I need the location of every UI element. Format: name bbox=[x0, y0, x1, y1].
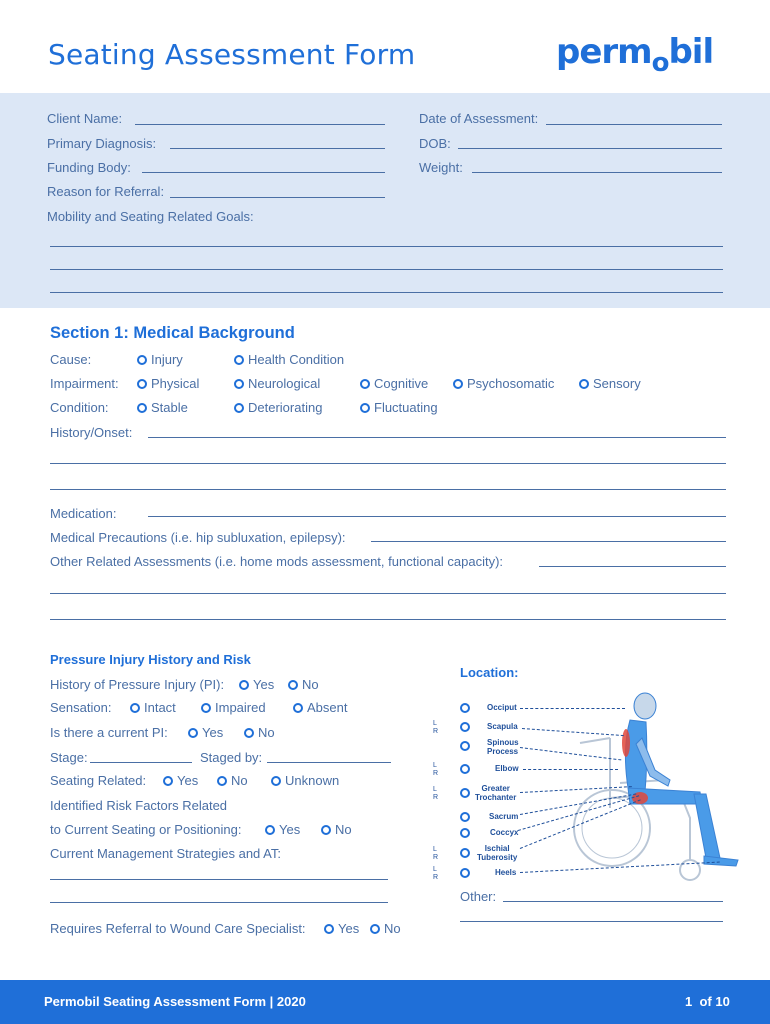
weight-field[interactable] bbox=[472, 172, 722, 173]
reason-for-referral-field[interactable] bbox=[170, 197, 385, 198]
condition-label: Condition: bbox=[50, 400, 109, 415]
option-label: Yes bbox=[338, 921, 360, 936]
cause-injury-radio[interactable] bbox=[137, 352, 183, 367]
risk-factors-label-1: Identified Risk Factors Related bbox=[50, 798, 228, 813]
radio-icon bbox=[360, 379, 370, 389]
impairment-psychosomatic-radio[interactable] bbox=[453, 376, 554, 391]
occiput-label: Occiput bbox=[487, 703, 517, 712]
radio-icon bbox=[271, 776, 281, 786]
date-of-assessment-label: Date of Assessment: bbox=[419, 111, 539, 126]
radio-icon bbox=[324, 924, 334, 934]
radio-icon bbox=[370, 924, 380, 934]
left-label: L bbox=[433, 846, 437, 853]
option-label: Physical bbox=[151, 376, 200, 391]
risk-factors-label-2: to Current Seating or Positioning: bbox=[50, 822, 242, 837]
form-title: Seating Assessment Form bbox=[48, 38, 416, 71]
primary-diagnosis-label: Primary Diagnosis: bbox=[47, 136, 157, 151]
stage-field[interactable] bbox=[90, 762, 192, 763]
option-label: Yes bbox=[202, 725, 224, 740]
medical-precautions-label: Medical Precautions (i.e. hip subluxation, epilepsy): bbox=[50, 530, 346, 545]
sensation-absent-radio[interactable] bbox=[293, 700, 347, 715]
sacrum-radio[interactable] bbox=[460, 812, 470, 822]
other-location-label: Other: bbox=[460, 889, 497, 904]
radio-icon bbox=[137, 379, 147, 389]
history-onset-field[interactable] bbox=[148, 437, 726, 438]
option-label: No bbox=[231, 773, 248, 788]
pi-history-no-radio[interactable] bbox=[288, 677, 319, 692]
option-label: Unknown bbox=[285, 773, 340, 788]
risk-factors-yes-radio[interactable] bbox=[265, 822, 300, 837]
client-name-label: Client Name: bbox=[47, 111, 123, 126]
sacrum-label: Sacrum bbox=[489, 812, 519, 821]
goals-label: Mobility and Seating Related Goals: bbox=[47, 209, 254, 224]
right-label: R bbox=[433, 728, 439, 735]
option-label: Yes bbox=[177, 773, 199, 788]
sensation-label: Sensation: bbox=[50, 700, 112, 715]
sensation-intact-radio[interactable] bbox=[130, 700, 176, 715]
right-label: R bbox=[433, 794, 439, 801]
location-title: Location: bbox=[460, 665, 519, 680]
option-label: No bbox=[302, 677, 319, 692]
management-label: Current Management Strategies and AT: bbox=[50, 846, 281, 861]
staged-by-label: Staged by: bbox=[200, 750, 263, 765]
goals-line-3[interactable] bbox=[50, 292, 723, 293]
right-label: R bbox=[433, 874, 439, 881]
other-assessments-line-2[interactable] bbox=[50, 593, 726, 594]
current-pi-no-radio[interactable] bbox=[244, 725, 275, 740]
right-label: R bbox=[433, 770, 439, 777]
option-label: Cognitive bbox=[374, 376, 429, 391]
impairment-cognitive-radio[interactable] bbox=[360, 376, 428, 391]
option-label: Injury bbox=[151, 352, 183, 367]
radio-icon bbox=[244, 728, 254, 738]
impairment-sensory-radio[interactable] bbox=[579, 376, 641, 391]
medication-label: Medication: bbox=[50, 506, 117, 521]
left-label: L bbox=[433, 786, 437, 793]
dob-label: DOB: bbox=[419, 136, 451, 151]
page-of: of bbox=[699, 994, 712, 1009]
permobil-logo: perm$_o$bil bbox=[556, 32, 714, 78]
seating-related-unknown-radio[interactable] bbox=[271, 773, 339, 788]
reason-for-referral-label: Reason for Referral: bbox=[47, 184, 165, 199]
primary-diagnosis-field[interactable] bbox=[170, 148, 385, 149]
other-assessments-line-3[interactable] bbox=[50, 619, 726, 620]
stage-label: Stage: bbox=[50, 750, 88, 765]
radio-icon bbox=[321, 825, 331, 835]
radio-icon bbox=[201, 703, 211, 713]
impairment-physical-radio[interactable] bbox=[137, 376, 199, 391]
right-label: R bbox=[433, 854, 439, 861]
left-label: L bbox=[433, 720, 437, 727]
goals-line-1[interactable] bbox=[50, 246, 723, 247]
staged-by-field[interactable] bbox=[267, 762, 391, 763]
radio-icon bbox=[234, 355, 244, 365]
pressure-injury-title: Pressure Injury History and Risk bbox=[50, 652, 251, 667]
option-label: No bbox=[258, 725, 275, 740]
leader-line bbox=[520, 708, 625, 709]
radio-icon bbox=[137, 403, 147, 413]
spinous-process-label: Spinous Process bbox=[487, 738, 519, 756]
wound-care-yes-radio[interactable] bbox=[324, 921, 359, 936]
coccyx-radio[interactable] bbox=[460, 828, 470, 838]
spinous-process-radio[interactable] bbox=[460, 741, 470, 751]
seating-related-yes-radio[interactable] bbox=[163, 773, 198, 788]
option-label: Fluctuating bbox=[374, 400, 438, 415]
wound-care-label: Requires Referral to Wound Care Specialist: bbox=[50, 921, 306, 936]
occiput-radio[interactable] bbox=[460, 703, 470, 713]
option-label: Impaired bbox=[215, 700, 266, 715]
radio-icon bbox=[293, 703, 303, 713]
option-label: Absent bbox=[307, 700, 348, 715]
radio-icon bbox=[130, 703, 140, 713]
radio-icon bbox=[360, 403, 370, 413]
condition-fluctuating-radio[interactable] bbox=[360, 400, 438, 415]
funding-body-label: Funding Body: bbox=[47, 160, 131, 175]
leader-line bbox=[523, 769, 618, 770]
option-label: Intact bbox=[144, 700, 176, 715]
other-location-field[interactable] bbox=[503, 901, 723, 902]
radio-icon bbox=[234, 403, 244, 413]
history-onset-line-2[interactable] bbox=[50, 463, 726, 464]
section-1-title: Section 1: Medical Background bbox=[50, 324, 295, 342]
seating-related-no-radio[interactable] bbox=[217, 773, 248, 788]
other-location-line-2[interactable] bbox=[460, 921, 723, 922]
radio-icon bbox=[288, 680, 298, 690]
option-label: No bbox=[384, 921, 401, 936]
risk-factors-no-radio[interactable] bbox=[321, 822, 352, 837]
funding-body-field[interactable] bbox=[142, 172, 385, 173]
heels-label: Heels bbox=[495, 868, 517, 877]
other-assessments-label: Other Related Assessments (i.e. home mods assessment, functional capacity): bbox=[50, 554, 504, 569]
elbow-label: Elbow bbox=[495, 764, 519, 773]
radio-icon bbox=[234, 379, 244, 389]
scapula-label: Scapula bbox=[487, 722, 518, 731]
management-line-1[interactable] bbox=[50, 879, 388, 880]
option-label: Stable bbox=[151, 400, 188, 415]
impairment-neurological-radio[interactable] bbox=[234, 376, 320, 391]
condition-stable-radio[interactable] bbox=[137, 400, 188, 415]
ischial-tuberosity-label: Ischial Tuberosity bbox=[477, 844, 518, 862]
date-of-assessment-field[interactable] bbox=[546, 124, 722, 125]
radio-icon bbox=[579, 379, 589, 389]
page-total: 10 bbox=[715, 994, 730, 1009]
option-label: Yes bbox=[279, 822, 301, 837]
left-label: L bbox=[433, 866, 437, 873]
client-name-field[interactable] bbox=[135, 124, 385, 125]
medication-field[interactable] bbox=[148, 516, 726, 517]
elbow-radio[interactable] bbox=[460, 764, 470, 774]
radio-icon bbox=[137, 355, 147, 365]
radio-icon bbox=[163, 776, 173, 786]
option-label: Neurological bbox=[248, 376, 321, 391]
option-label: Health Condition bbox=[248, 352, 345, 367]
impairment-label: Impairment: bbox=[50, 376, 119, 391]
footer-text: Permobil Seating Assessment Form | 2020 bbox=[44, 994, 306, 1009]
dob-field[interactable] bbox=[458, 148, 722, 149]
scapula-radio[interactable] bbox=[460, 722, 470, 732]
sensation-impaired-radio[interactable] bbox=[201, 700, 266, 715]
ischial-tuberosity-radio[interactable] bbox=[460, 848, 470, 858]
pi-history-yes-radio[interactable] bbox=[239, 677, 274, 692]
option-label: No bbox=[335, 822, 352, 837]
cause-label: Cause: bbox=[50, 352, 92, 367]
greater-trochanter-radio[interactable] bbox=[460, 788, 470, 798]
page-number bbox=[685, 994, 730, 1009]
history-onset-line-3[interactable] bbox=[50, 489, 726, 490]
radio-icon bbox=[239, 680, 249, 690]
radio-icon bbox=[217, 776, 227, 786]
current-pi-yes-radio[interactable] bbox=[188, 725, 223, 740]
page-current: 1 bbox=[685, 994, 693, 1009]
medical-precautions-field[interactable] bbox=[371, 541, 726, 542]
body-figure bbox=[625, 693, 738, 866]
condition-deteriorating-radio[interactable] bbox=[234, 400, 322, 415]
cause-health-condition-radio[interactable] bbox=[234, 352, 344, 367]
seating-related-label: Seating Related: bbox=[50, 773, 147, 788]
greater-trochanter-label: Greater Trochanter bbox=[475, 784, 517, 802]
radio-icon bbox=[265, 825, 275, 835]
option-label: Deteriorating bbox=[248, 400, 323, 415]
option-label: Yes bbox=[253, 677, 275, 692]
option-label: Sensory bbox=[593, 376, 641, 391]
weight-label: Weight: bbox=[419, 160, 463, 175]
other-assessments-field[interactable] bbox=[539, 566, 726, 567]
wound-care-no-radio[interactable] bbox=[370, 921, 401, 936]
pi-history-label: History of Pressure Injury (PI): bbox=[50, 677, 225, 692]
heels-radio[interactable] bbox=[460, 868, 470, 878]
current-pi-label: Is there a current PI: bbox=[50, 725, 168, 740]
option-label: Psychosomatic bbox=[467, 376, 555, 391]
wheelchair-body-diagram bbox=[570, 688, 742, 884]
left-label: L bbox=[433, 762, 437, 769]
goals-line-2[interactable] bbox=[50, 269, 723, 270]
radio-icon bbox=[188, 728, 198, 738]
management-line-2[interactable] bbox=[50, 902, 388, 903]
history-onset-label: History/Onset: bbox=[50, 425, 133, 440]
radio-icon bbox=[453, 379, 463, 389]
coccyx-label: Coccyx bbox=[490, 828, 519, 837]
